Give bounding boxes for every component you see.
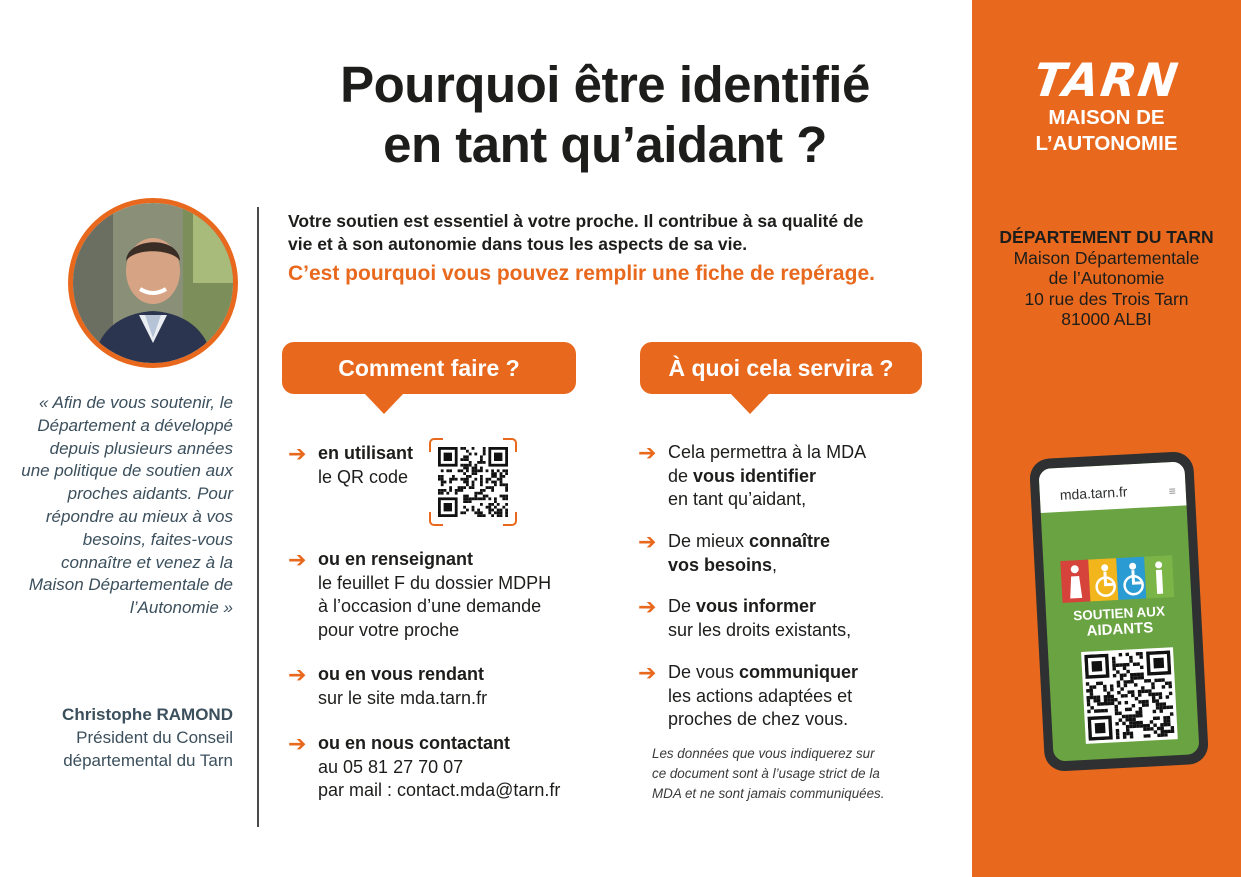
how-item-contact: ➔ ou en nous contactant au 05 81 27 70 07 par mail : contact.mda@tarn.fr: [318, 732, 560, 803]
arrow-right-icon: ➔: [288, 731, 307, 756]
menu-icon: ≡: [1168, 483, 1177, 499]
address-block: DÉPARTEMENT DU TARN Maison Départementale de l’Autonomie 10 rue des Trois Tarn 81000 ALBI: [999, 227, 1214, 329]
how-heading: Comment faire ?: [282, 342, 576, 394]
intro-line-1: Votre soutien est essentiel à votre proche. Il contribue à sa qualité de: [288, 211, 864, 231]
contact-email[interactable]: par mail : contact.mda@tarn.fr: [318, 780, 561, 800]
how-item-website: ➔ ou en vous rendant sur le site mda.tarn.fr: [288, 662, 488, 708]
intro-line-2: vie et à son autonomie dans tous les aspects de sa vie.: [288, 234, 748, 254]
why-item-communicate: ➔ De vous communiquer les actions adaptées et proches de chez vous.: [638, 660, 859, 729]
signature-role-2: départemental du Tarn: [63, 751, 233, 770]
contact-phone[interactable]: au 05 81 27 70 07: [318, 756, 464, 777]
phone-url: mda.tarn.fr: [1059, 483, 1128, 503]
arrow-right-icon: ➔: [288, 662, 307, 687]
phone-caption: SOUTIEN AUX AIDANTS: [1072, 603, 1166, 640]
arrow-right-icon: ➔: [288, 441, 307, 466]
arrow-right-icon: ➔: [638, 594, 657, 619]
qr-code-icon[interactable]: [429, 438, 517, 526]
signature-name: Christophe RAMOND: [62, 705, 233, 724]
disability-pictograms-icon: [1060, 555, 1174, 603]
arrow-right-icon: ➔: [638, 529, 657, 554]
why-item-inform: ➔ De vous informer sur les droits existants,: [638, 594, 852, 640]
intro-text: [288, 210, 938, 256]
why-item-identify: ➔ Cela permettra à la MDA de vous identifier en tant qu’aidant,: [638, 440, 867, 509]
phone-browser-bar: [1038, 461, 1186, 513]
how-item-qr: ➔ en utilisant le QR code: [288, 441, 414, 487]
president-quote: « Afin de vous soutenir, le Département a développé depuis plusieurs années une politique de soutien aux proches aidants. Pour répondre au mieux à vos besoins, faites-vous connaître et venez à la Maison Départementale de l’Autonomie »: [21, 393, 233, 618]
data-disclaimer: Les données que vous indiquerez sur ce document sont à l’usage strict de la MDA et ne sont jamais communiquées.: [652, 746, 885, 801]
president-portrait: [68, 198, 238, 368]
title-line-1: Pourquoi être identifié: [340, 56, 870, 113]
tarn-mda-logo: TARN MAISON DE L’AUTONOMIE: [1030, 53, 1183, 155]
intro-highlight: C’est pourquoi vous pouvez remplir une fiche de repérage.: [288, 262, 875, 285]
why-heading: À quoi cela servira ?: [640, 342, 922, 394]
how-item-form: ➔ ou en renseignant le feuillet F du dossier MDPH à l’occasion d’une demande pour votre proche: [288, 547, 552, 640]
page-title: [300, 55, 910, 175]
why-item-needs: ➔ De mieux connaître vos besoins,: [638, 529, 831, 575]
column-divider: [257, 207, 259, 827]
signature: [20, 703, 233, 772]
arrow-right-icon: ➔: [638, 440, 657, 465]
signature-role-1: Président du Conseil: [76, 728, 233, 747]
title-line-2: en tant qu’aidant ?: [383, 116, 827, 173]
phone-illustration: [1029, 451, 1209, 772]
phone-screen: [1038, 461, 1199, 761]
arrow-right-icon: ➔: [638, 660, 657, 685]
qr-code-icon: [1081, 647, 1178, 744]
arrow-right-icon: ➔: [288, 547, 307, 572]
